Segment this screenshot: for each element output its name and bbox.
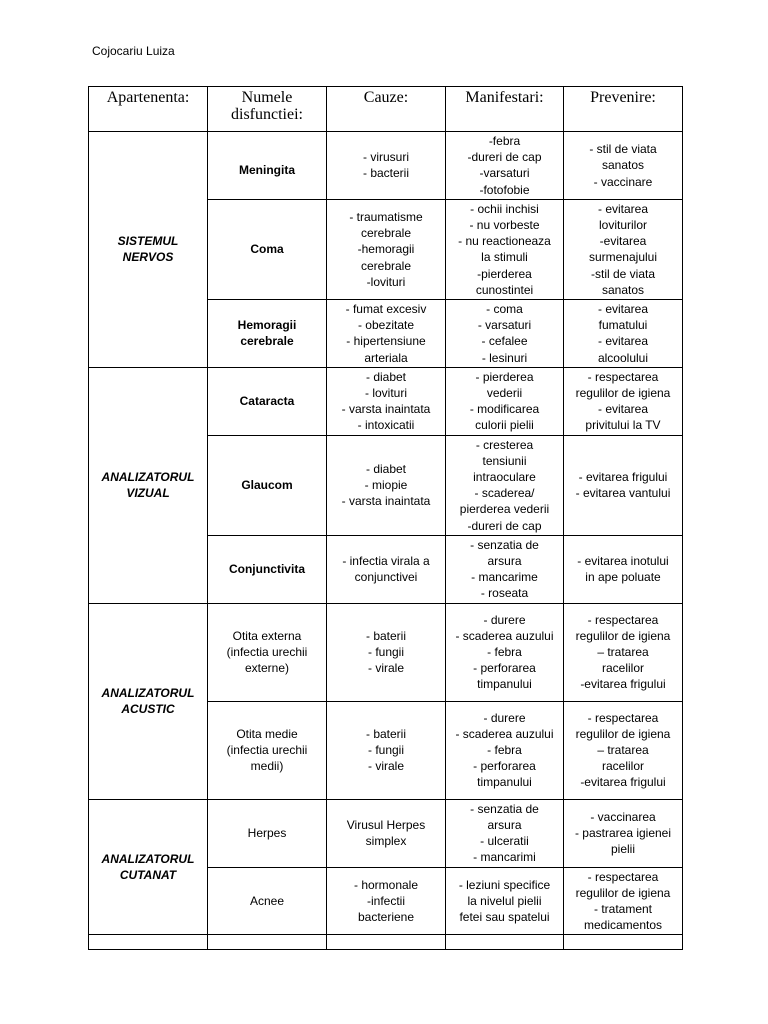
cell-line: loviturilor [598, 218, 647, 233]
disorder-name-text: Hemoragii cerebrale [237, 318, 297, 349]
cell-line: - infectia virala a [342, 554, 430, 569]
cell-line: - varsta inaintata [341, 402, 431, 417]
cell-line: simplex [365, 834, 407, 849]
cell-line: - evitarea [597, 402, 649, 417]
cell-line: alcoolului [597, 350, 649, 365]
disorder-name: Acnee [208, 867, 327, 935]
cell-line: - evitarea vantului [575, 486, 671, 501]
cell-line: -dureri de cap [467, 518, 542, 533]
cell-line: - intoxicatii [357, 418, 415, 433]
empty-row [89, 935, 683, 950]
cell-line: - febra [487, 743, 522, 758]
cell-line: - leziuni specifice [458, 877, 551, 892]
cell-line: -evitarea frigului [580, 677, 666, 692]
cell-line: arsura [487, 554, 522, 569]
prevention-cell [564, 701, 683, 799]
cell-line: (infectia urechii [226, 645, 308, 660]
cell-line: timpanului [477, 677, 532, 692]
cell-line: - obezitate [357, 318, 415, 333]
causes-cell [327, 799, 446, 867]
cell-line: - varsaturi [477, 318, 532, 333]
empty-cell [327, 935, 446, 950]
causes-cell [327, 435, 446, 535]
cell-line: - modificarea [469, 402, 540, 417]
cell-line: - evitarea [597, 302, 649, 317]
cell-line: -febra [488, 134, 521, 148]
group-name: ANALIZATORUL ACUSTIC [101, 685, 195, 717]
cell-line: - evitarea frigului [578, 470, 668, 485]
symptoms-cell [446, 535, 564, 603]
cell-line: - scaderea auzului [455, 628, 554, 643]
cell-line: - diabet [365, 461, 407, 476]
cell-line: -evitarea [599, 234, 647, 249]
cell-line: - stil de viata [589, 142, 657, 157]
cell-line: - ochii inchisi [470, 201, 539, 216]
cell-line: - lovituri [364, 386, 407, 401]
cell-line: sanatos [601, 282, 645, 297]
cell-line: - cefalee [481, 334, 528, 349]
disorder-name: Herpes [208, 799, 327, 867]
disorder-name: Coma [208, 199, 327, 299]
cell-line: -infectii [366, 893, 405, 908]
disorder-name [208, 300, 327, 368]
disorder-name: Glaucom [208, 435, 327, 535]
cell-line: - fungii [367, 645, 405, 660]
cell-line: medii) [250, 759, 284, 774]
cell-line: -pierderea [477, 266, 532, 281]
cell-line: cerebrale [360, 258, 412, 273]
cell-line: Virusul Herpes [346, 817, 426, 832]
disorder-name [208, 603, 327, 701]
cell-line: - hipertensiune [346, 334, 426, 349]
cell-line: - baterii [365, 628, 406, 643]
cell-line: - cresterea [475, 437, 534, 452]
prevention-cell [564, 300, 683, 368]
group-cell [89, 603, 208, 799]
cell-line: in ape poluate [585, 570, 661, 585]
disorder-name: Cataracta [208, 367, 327, 435]
disorder-name [208, 132, 327, 200]
prevention-cell [564, 867, 683, 935]
cell-line: - traumatisme [349, 209, 423, 224]
causes-cell [327, 367, 446, 435]
cell-line: - ulceratii [480, 834, 529, 849]
cell-line: - respectarea [587, 369, 659, 384]
cell-line: - bacterii [362, 166, 409, 181]
cell-line: cunostintei [475, 282, 534, 297]
prevention-cell [564, 199, 683, 299]
cell-line: - diabet [365, 369, 407, 384]
cell-line: - nu reactioneaza [458, 234, 551, 249]
disorders-table [88, 86, 683, 950]
cell-line: - vaccinarea [590, 809, 656, 824]
cell-line: - evitarea inotului [577, 554, 669, 569]
cell-line: - senzatia de [470, 801, 539, 816]
causes-cell [327, 199, 446, 299]
author-name: Cojocariu Luiza [92, 44, 175, 58]
cell-line: - respectarea [587, 612, 659, 627]
empty-cell [89, 935, 208, 950]
cell-line: - roseata [480, 586, 529, 601]
symptoms-cell [446, 701, 564, 799]
cell-line: - senzatia de [470, 537, 539, 552]
cell-line: - mancarimi [473, 850, 536, 865]
causes-cell [327, 300, 446, 368]
header-manifestari: Manifestari: [446, 87, 564, 132]
empty-cell [564, 935, 683, 950]
cell-line: Otita externa [232, 628, 302, 643]
cell-line: medicamentos [583, 918, 663, 933]
cell-line: -varsaturi [479, 166, 530, 181]
cell-line: – tratarea [597, 743, 649, 758]
cell-line: – tratarea [597, 645, 649, 660]
disorder-name: Conjunctivita [208, 535, 327, 603]
table-row [89, 132, 683, 200]
cell-line: - lesinuri [481, 350, 528, 365]
cell-line: racelilor [601, 759, 644, 774]
cell-line: sanatos [601, 158, 645, 173]
cell-line: arsura [487, 817, 522, 832]
table-body [89, 132, 683, 950]
group-name: SISTEMUL NERVOS [117, 234, 179, 265]
causes-cell [327, 535, 446, 603]
cell-line: - baterii [365, 726, 406, 741]
disorder-name-text: Meningita [239, 163, 295, 178]
cell-line: - respectarea [587, 710, 659, 725]
cell-line: surmenajului [588, 250, 658, 265]
cell-line: timpanului [477, 775, 532, 790]
cell-line: fumatului [598, 318, 648, 333]
symptoms-cell [446, 132, 564, 200]
cell-line: - vaccinare [593, 174, 653, 189]
group-cell [89, 799, 208, 935]
cell-line: - respectarea [587, 869, 659, 884]
cell-line: culorii pielii [475, 418, 534, 433]
cell-line: -fotofobie [479, 182, 530, 197]
header-apartenenta: Apartenenta: [89, 87, 208, 132]
cell-line: - virusuri [362, 150, 409, 165]
cell-line: bacteriene [357, 910, 415, 924]
group-name: ANALIZATORUL CUTANAT [101, 851, 195, 882]
prevention-cell [564, 435, 683, 535]
cell-line: -lovituri [366, 274, 406, 289]
prevention-cell [564, 603, 683, 701]
causes-cell [327, 701, 446, 799]
cell-line: -hemoragii [357, 242, 415, 257]
cell-line: -stil de viata [590, 266, 656, 281]
cell-line: cerebrale [360, 226, 412, 241]
cell-line: externe) [244, 661, 290, 676]
cell-line: - scaderea auzului [455, 726, 554, 741]
cell-line: - nu vorbeste [469, 218, 540, 233]
cell-line: - perforarea [473, 759, 536, 774]
cell-line: -dureri de cap [467, 150, 542, 165]
causes-cell [327, 603, 446, 701]
header-prevenire: Prevenire: [564, 87, 683, 132]
group-name: ANALIZATORUL VIZUAL [101, 470, 195, 501]
cell-line: - fumat excesiv [345, 302, 427, 317]
cell-line: - fungii [367, 743, 405, 758]
cell-line: la nivelul pielii [467, 893, 542, 908]
cell-line: regulilor de igiena [575, 386, 671, 401]
cell-line: - hormonale [353, 877, 419, 892]
cell-line: - febra [487, 645, 522, 660]
causes-cell [327, 867, 446, 935]
cell-line: - varsta inaintata [341, 494, 431, 509]
cell-line: fetei sau spatelui [459, 910, 550, 924]
cell-line: - durere [483, 612, 526, 627]
symptoms-cell [446, 603, 564, 701]
cell-line: vederii [486, 386, 523, 401]
table-row [89, 367, 683, 435]
cell-line: - tratament [593, 901, 653, 916]
cell-line: (infectia urechii [226, 743, 308, 758]
group-cell [89, 132, 208, 368]
cell-line: arteriala [364, 350, 408, 365]
cell-line: - pastrarea igienei [574, 825, 672, 840]
disorder-name [208, 701, 327, 799]
cell-line: Otita medie [236, 726, 298, 741]
cell-line: - evitarea [597, 201, 649, 216]
cell-line: pielii [610, 842, 635, 857]
symptoms-cell [446, 300, 564, 368]
prevention-cell [564, 535, 683, 603]
symptoms-cell [446, 867, 564, 935]
cell-line: - miopie [364, 478, 408, 493]
prevention-cell [564, 799, 683, 867]
empty-cell [446, 935, 564, 950]
cell-line: - scaderea/ [474, 486, 535, 501]
cell-line: regulilor de igiena [575, 726, 671, 741]
causes-cell [327, 132, 446, 200]
cell-line: tensiunii [482, 453, 527, 468]
cell-line: - virale [367, 661, 404, 676]
header-cauze: Cauze: [327, 87, 446, 132]
cell-line: pierderea vederii [459, 502, 550, 517]
table-row [89, 799, 683, 867]
symptoms-cell [446, 199, 564, 299]
header-disfunctie: Numele disfunctiei: [208, 87, 327, 132]
table-row [89, 603, 683, 701]
symptoms-cell [446, 367, 564, 435]
group-cell [89, 367, 208, 603]
cell-line: - mancarime [471, 570, 538, 585]
cell-line: regulilor de igiena [575, 628, 671, 643]
symptoms-cell [446, 799, 564, 867]
cell-line: - virale [367, 759, 404, 774]
cell-line: - pierderea [475, 369, 534, 384]
cell-line: - durere [483, 710, 526, 725]
cell-line: regulilor de igiena [575, 885, 671, 900]
cell-line: - perforarea [473, 661, 536, 676]
cell-line: racelilor [601, 661, 644, 676]
cell-line: privitului la TV [585, 418, 661, 433]
empty-cell [208, 935, 327, 950]
cell-line: - evitarea [597, 334, 649, 349]
cell-line: intraoculare [473, 470, 536, 485]
symptoms-cell [446, 435, 564, 535]
cell-line: la stimuli [481, 250, 528, 265]
cell-line: - coma [486, 302, 523, 317]
prevention-cell [564, 132, 683, 200]
prevention-cell [564, 367, 683, 435]
header-row [89, 87, 683, 132]
cell-line: -evitarea frigului [580, 775, 666, 790]
cell-line: conjunctivei [354, 570, 418, 585]
